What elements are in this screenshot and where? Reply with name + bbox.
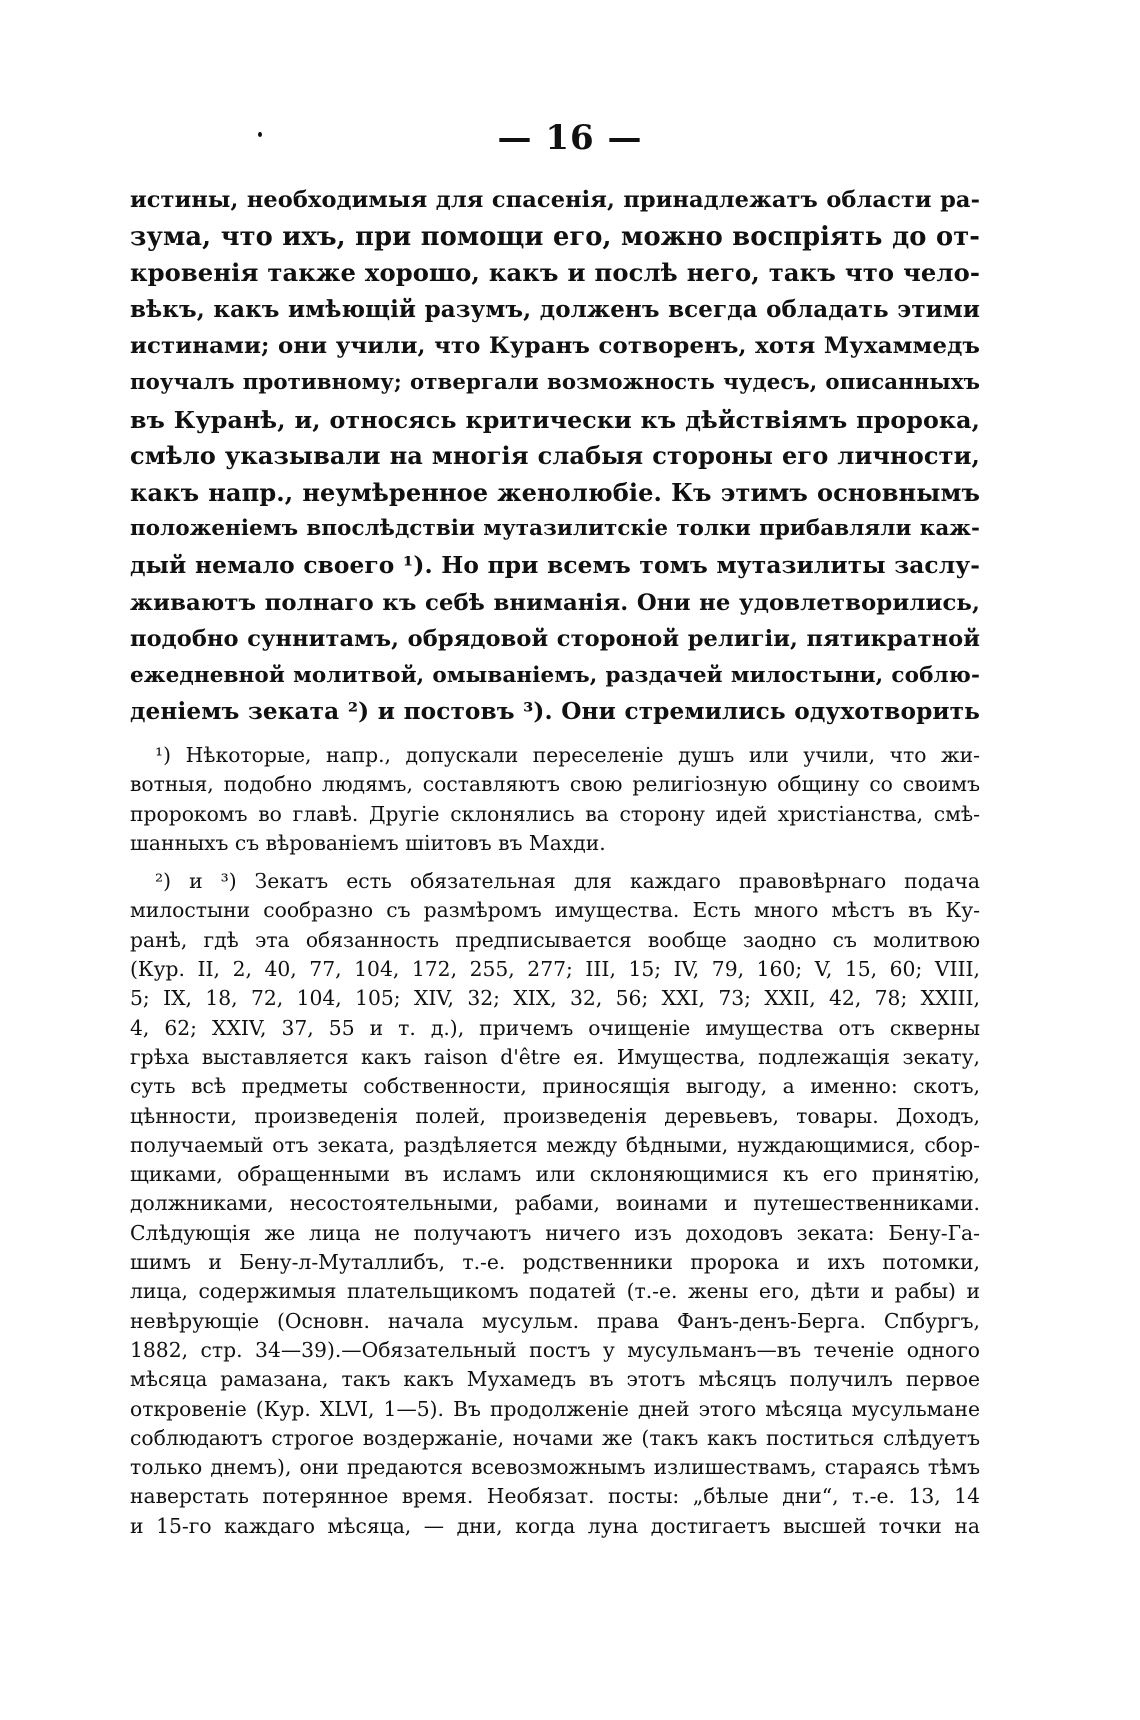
body-line: подобно суннитамъ, обрядовой стороной религіи, пятикратной	[130, 626, 980, 653]
body-line: положеніемъ впослѣдствіи мутазилитскіе толки прибавляли каж-	[130, 516, 980, 542]
footnote-line: шанныхъ съ вѣрованіемъ шіитовъ въ Махди.	[130, 830, 606, 855]
footnote-line: Слѣдующія же лица не получаютъ ничего изъ доходовъ зеката: Бену-Га-	[130, 1220, 980, 1245]
footnote-line: лица, содержимыя плательщикомъ податей (т.-е. жены его, дѣти и рабы) и	[130, 1279, 980, 1304]
body-line: зума, что ихъ, при помощи его, можно воспріять до от-	[130, 221, 980, 252]
body-line: деніемъ зеката ²) и постовъ ³). Они стремились одухотворить	[130, 698, 980, 726]
body-line: дый немало своего ¹). Но при всемъ томъ мутазилиты заслу-	[130, 551, 980, 579]
body-line: истинами; они учили, что Куранъ сотворенъ, хотя Мухаммедъ	[130, 333, 980, 360]
footnote-line: только днемъ), они предаются всевозможнымъ излишествамъ, стараясь тѣмъ	[130, 1455, 980, 1480]
footnote-line: и 15-го каждаго мѣсяца, — дни, когда луна достигаетъ высшей точки на	[130, 1513, 980, 1538]
footnote-line: цѣнности, произведенія полей, произведенія деревьевъ, товары. Доходъ,	[130, 1103, 980, 1128]
body-line: кровенія также хорошо, какъ и послѣ него, такъ что чело-	[130, 258, 980, 288]
footnote-line: ранѣ, гдѣ эта обязанность предписывается вообще заодно съ молитвою	[130, 927, 980, 952]
footnote-line: милостыни сообразно съ размѣромъ имущества. Есть много мѣстъ въ Ку-	[130, 898, 980, 923]
footnotes	[130, 741, 980, 1541]
page-number: — 16 —	[497, 118, 643, 158]
footnote-line: ²) и ³) Зекатъ есть обязательная для каждаго правовѣрнаго подача	[155, 869, 980, 894]
body-line: въ Куранѣ, и, относясь критически къ дѣйствіямъ пророка,	[130, 405, 980, 434]
footnote-line: должниками, несостоятельными, рабами, воинами и путешественниками.	[130, 1191, 980, 1216]
footnote-1	[130, 741, 980, 858]
body-line: поучалъ противному; отвергали возможность чудесъ, описанныхъ	[130, 369, 980, 395]
footnote-line: щиками, обращенными въ исламъ или склоняющимися къ его принятію,	[130, 1162, 980, 1187]
footnote-line: наверстать потерянное время. Необязат. посты: „бѣлые дни“, т.-е. 13, 14	[130, 1484, 980, 1509]
footnote-line: получаемый отъ зеката, раздѣляется между бѣдными, нуждающимися, сбор-	[130, 1132, 980, 1157]
footnote-line: 1882, стр. 34—39).—Обязательный постъ у мусульманъ—въ теченіе одного	[130, 1337, 980, 1362]
footnote-line: шимъ и Бену-л-Муталлибъ, т.-е. родственники пророка и ихъ потомки,	[130, 1250, 980, 1275]
body-line: живаютъ полнаго къ себѣ вниманія. Они не удовлетворились,	[130, 589, 980, 616]
footnote-line: (Кур. II, 2, 40, 77, 104, 172, 255, 277; III, 15; IV, 79, 160; V, 15, 60; VIII,	[130, 957, 980, 982]
body-line: вѣкъ, какъ имѣющій разумъ, долженъ всегда обладать этими	[130, 295, 980, 323]
footnote-line: мѣсяца рамазана, такъ какъ Мухамедъ въ этотъ мѣсяцъ получилъ первое	[130, 1367, 980, 1392]
body-line: истины, необходимыя для спасенія, принадлежатъ области ра-	[130, 187, 980, 213]
footnote-line: невѣрующіе (Основн. начала мусульм. права Фанъ-денъ-Берга. Спбургъ,	[130, 1308, 980, 1333]
footnote-line: 5; IX, 18, 72, 104, 105; XIV, 32; XIX, 32, 56; XXI, 73; XXII, 42, 78; XXIII,	[130, 986, 980, 1011]
main-body-text	[130, 182, 980, 731]
body-line: смѣло указывали на многія слабыя стороны его личности,	[130, 441, 980, 471]
body-line: ежедневной молитвой, омываніемъ, раздачей милостыни, соблю-	[130, 662, 980, 688]
footnote-line: ¹) Нѣкоторые, напр., допускали переселеніе душъ или учили, что жи-	[155, 743, 980, 767]
footnote-line: 4, 62; XXIV, 37, 55 и т. д.), причемъ очищеніе имущества отъ скверны	[130, 1015, 980, 1040]
body-line: какъ напр., неумѣренное женолюбіе. Къ этимъ основнымъ	[130, 477, 980, 507]
footnote-line: откровеніе (Кур. XLVI, 1—5). Въ продолженіе дней этого мѣсяца мусульмане	[130, 1396, 980, 1421]
footnote-line: суть всѣ предметы собственности, приносящія выгоду, а именно: скотъ,	[130, 1074, 980, 1099]
footnote-line: пророкомъ во главѣ. Другіе склонялись ва сторону идей христіанства, смѣ-	[130, 801, 980, 826]
footnote-2-3	[130, 867, 980, 1541]
footnote-line: грѣха выставляется какъ raison d'être ея. Имущества, подлежащія зекату,	[130, 1044, 980, 1069]
footnote-line: соблюдаютъ строгое воздержаніе, ночами же (такъ какъ поститься слѣдуетъ	[130, 1425, 980, 1450]
footnote-line: вотныя, подобно людямъ, составляютъ свою религіозную общину со своимъ	[130, 772, 980, 797]
